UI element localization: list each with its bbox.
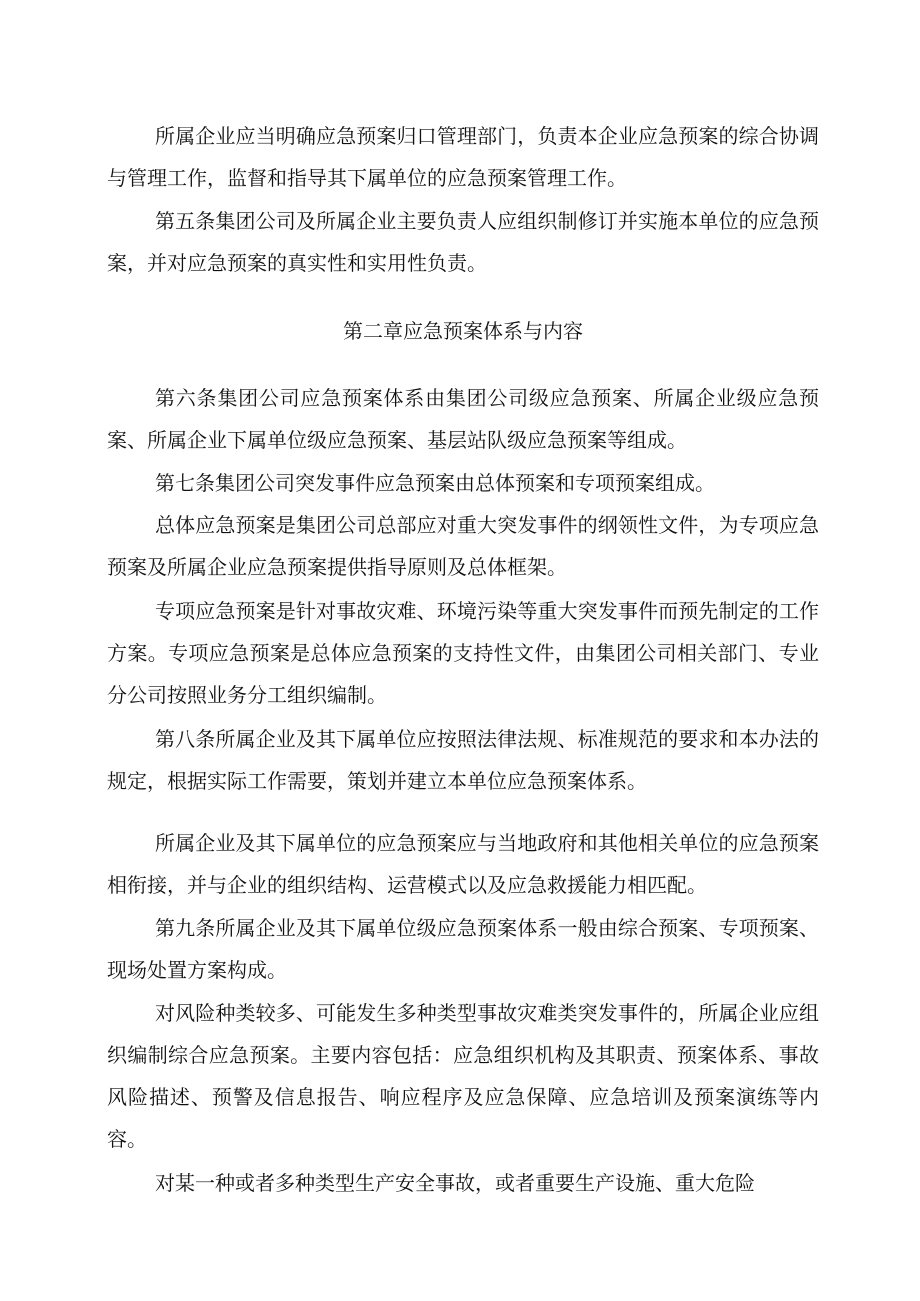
paragraph-coordination: 所属企业及其下属单位的应急预案应与当地政府和其他相关单位的应急预案相衔接，并与企业的组织结构、运营模式以及应急救援能力相匹配。 [107, 831, 819, 897]
paragraph-article-5: 第五条集团公司及所属企业主要负责人应组织制修订并实施本单位的应急预案，并对应急预案的真实性和实用性负责。 [107, 209, 819, 275]
paragraph-management-department: 所属企业应当明确应急预案归口管理部门，负责本企业应急预案的综合协调与管理工作，监督和指导其下属单位的应急预案管理工作。 [107, 124, 819, 190]
paragraph-article-8: 第八条所属企业及其下属单位应按照法律法规、标准规范的要求和本办法的规定，根据实际工作需要，策划并建立本单位应急预案体系。 [107, 727, 819, 793]
paragraph-article-6: 第六条集团公司应急预案体系由集团公司级应急预案、所属企业级应急预案、所属企业下属单位级应急预案、基层站队级应急预案等组成。 [107, 386, 819, 452]
paragraph-specific-accident: 对某一种或者多种类型生产安全事故，或者重要生产设施、重大危险 [155, 1171, 755, 1195]
paragraph-overall-plan: 总体应急预案是集团公司总部应对重大突发事件的纲领性文件，为专项应急预案及所属企业应急预案提供指导原则及总体框架。 [107, 513, 819, 579]
paragraph-article-7: 第七条集团公司突发事件应急预案由总体预案和专项预案组成。 [155, 471, 715, 495]
chapter-heading: 第二章应急预案体系与内容 [343, 319, 583, 343]
paragraph-special-plan: 专项应急预案是针对事故灾难、环境污染等重大突发事件而预先制定的工作方案。专项应急预案是总体应急预案的支持性文件，由集团公司相关部门、专业分公司按照业务分工组织编制。 [107, 599, 819, 707]
paragraph-article-9: 第九条所属企业及其下属单位级应急预案体系一般由综合预案、专项预案、现场处置方案构成。 [107, 916, 819, 982]
paragraph-comprehensive-plan: 对风险种类较多、可能发生多种类型事故灾难类突发事件的，所属企业应组织编制综合应急预案。主要内容包括：应急组织机构及其职责、预案体系、事故风险描述、预警及信息报告、响应程序及应急保障、应急培训及预案演练等内容。 [107, 1001, 819, 1151]
